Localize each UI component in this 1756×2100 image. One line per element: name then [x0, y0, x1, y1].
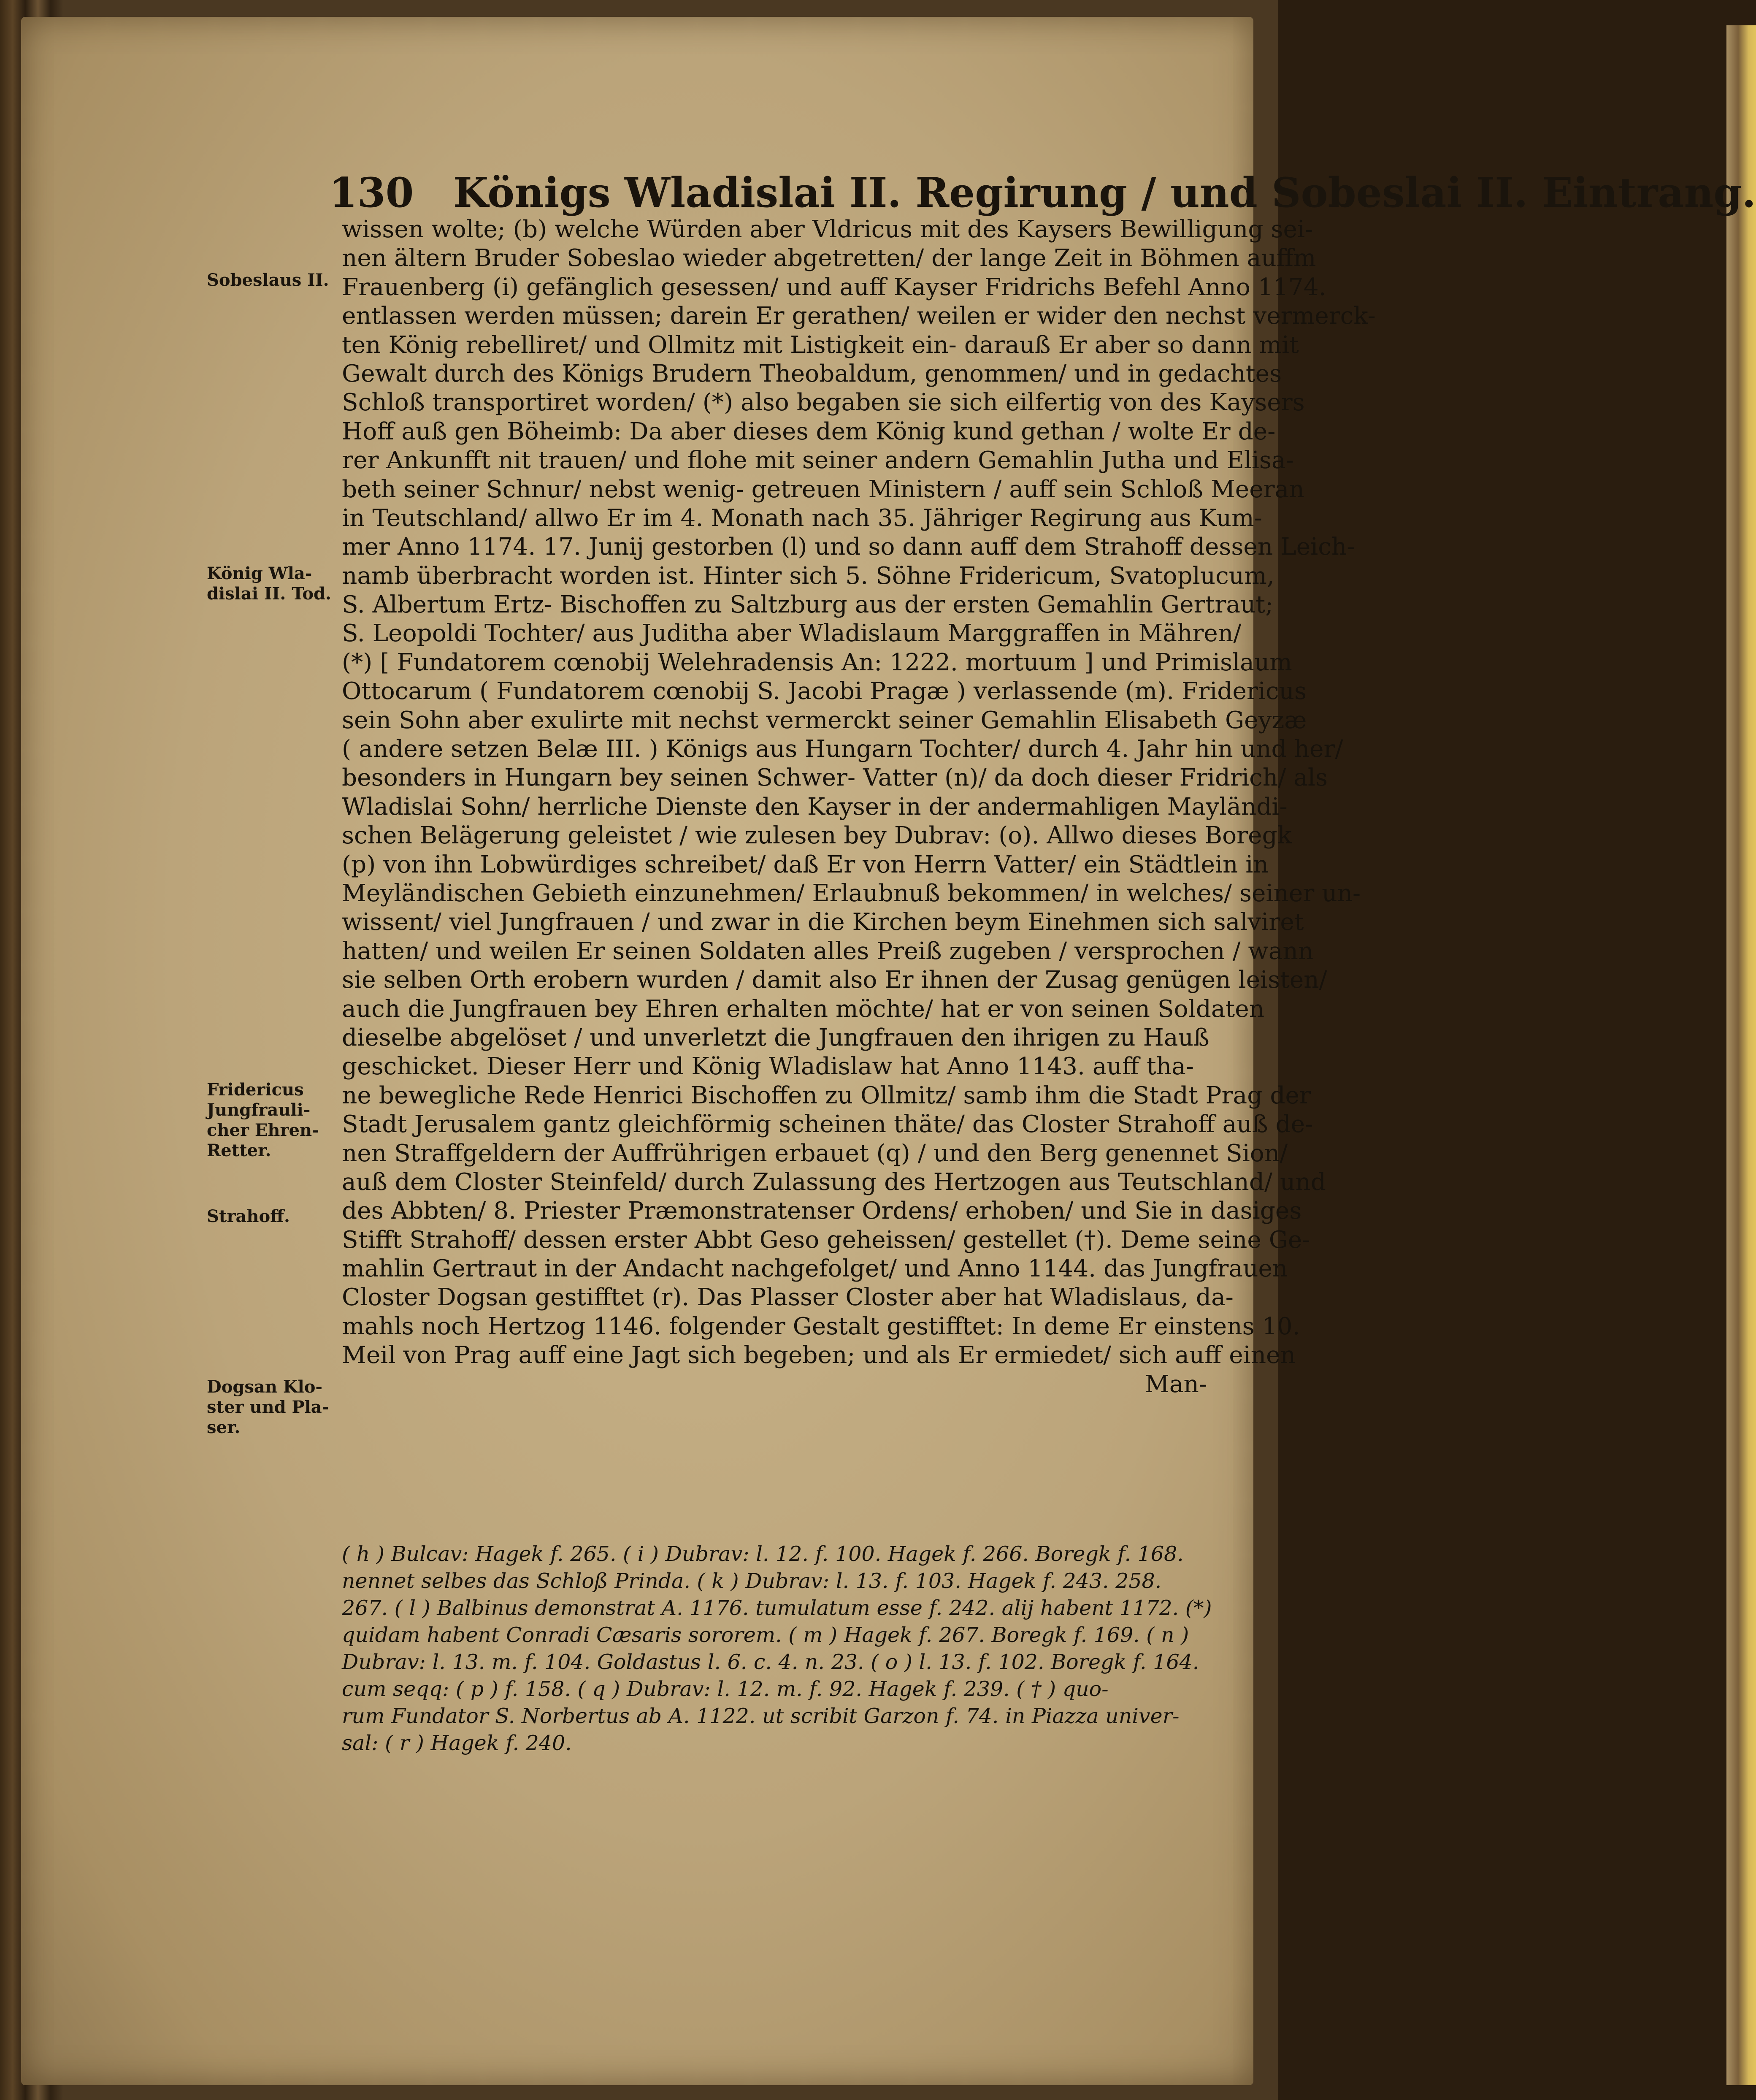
body-line: Gewalt durch des Königs Brudern Theobaldum, genommen/ und in gedachtes	[342, 360, 1282, 387]
body-line: wissen wolte; (b) welche Würden aber Vldricus mit des Kaysers Bewilligung sei-	[342, 216, 1313, 243]
body-line: dieselbe abgelöset / und unverletzt die Jungfrauen den ihrigen zu Hauß	[342, 1024, 1209, 1051]
body-line: sein Sohn aber exulirte mit nechst vermerckt seiner Gemahlin Elisabeth Geyzæ	[342, 706, 1307, 734]
footnote-line: Dubrav: l. 13. m. f. 104. Goldastus l. 6. c. 4. n. 23. ( o ) l. 13. f. 102. Boregk f. 164.	[342, 1650, 1199, 1674]
body-line: in Teutschland/ allwo Er im 4. Monath nach 35. Jähriger Regirung aus Kum-	[342, 504, 1262, 532]
margin-note-jungfrauli: Jungfrauli-	[207, 1100, 311, 1120]
footnote-line: sal: ( r ) Hagek f. 240.	[342, 1731, 572, 1755]
body-line: auch die Jungfrauen bey Ehren erhalten möchte/ hat er von seinen Soldaten	[342, 995, 1265, 1023]
body-line: Frauenberg (i) gefänglich gesessen/ und auff Kayser Fridrichs Befehl Anno 1174.	[342, 273, 1326, 301]
body-line: schen Belägerung geleistet / wie zulesen bey Dubrav: (o). Allwo dieses Boregk	[342, 822, 1292, 850]
body-line: (*) [ Fundatorem cœnobij Welehradensis An: 1222. mortuum ] und Primislaum	[342, 648, 1292, 676]
body-line: rer Ankunfft nit trauen/ und flohe mit seiner andern Gemahlin Jutha und Elisa-	[342, 447, 1294, 474]
catchword: Man-	[1145, 1370, 1207, 1398]
body-line: ten König rebelliret/ und Ollmitz mit Listigkeit ein- darauß Er aber so dann mit	[342, 331, 1299, 359]
body-line: mahlin Gertraut in der Andacht nachgefolget/ und Anno 1144. das Jungfrauen	[342, 1255, 1288, 1283]
margin-note-ster-und-pla: ster und Pla-	[207, 1397, 329, 1417]
body-line: S. Albertum Ertz- Bischoffen zu Saltzburg aus der ersten Gemahlin Gertraut;	[342, 591, 1274, 619]
book-edge	[1726, 25, 1756, 2085]
body-line: nen ältern Bruder Sobeslao wieder abgetretten/ der lange Zeit in Böhmen auffm	[342, 244, 1316, 272]
body-line: namb überbracht worden ist. Hinter sich 5. Söhne Fridericum, Svatoplucum,	[342, 562, 1274, 590]
body-line: Schloß transportiret worden/ (*) also begaben sie sich eilfertig von des Kaysers	[342, 389, 1305, 417]
body-line: Ottocarum ( Fundatorem cœnobij S. Jacobi Pragæ ) verlassende (m). Fridericus	[342, 677, 1307, 705]
body-line: auß dem Closter Steinfeld/ durch Zulassung des Hertzogen aus Teutschland/ und	[342, 1168, 1326, 1196]
footnote-line: ( h ) Bulcav: Hagek f. 265. ( i ) Dubrav: l. 12. f. 100. Hagek f. 266. Boregk f. 168.	[342, 1542, 1184, 1566]
margin-note-konig-wla: König Wla-	[207, 564, 312, 583]
margin-note-dislai-tod: dislai II. Tod.	[207, 584, 331, 604]
body-line: mahls noch Hertzog 1146. folgender Gestalt gestifftet: In deme Er einstens 10.	[342, 1312, 1300, 1340]
body-line: geschicket. Dieser Herr und König Wladislaw hat Anno 1143. auff tha-	[342, 1053, 1194, 1081]
footnote-line: 267. ( l ) Balbinus demonstrat A. 1176. tumulatum esse f. 242. alij habent 1172. (*)	[342, 1596, 1212, 1620]
footnote-line: nennet selbes das Schloß Prinda. ( k ) Dubrav: l. 13. f. 103. Hagek f. 243. 258.	[342, 1569, 1162, 1593]
body-line: (p) von ihn Lobwürdiges schreibet/ daß Er von Herrn Vatter/ ein Städtlein in	[342, 851, 1269, 878]
body-line: Wladislai Sohn/ herrliche Dienste den Kayser in der andermahligen Mayländi-	[342, 793, 1288, 821]
body-line: mer Anno 1174. 17. Junij gestorben (l) und so dann auff dem Strahoff dessen Leich-	[342, 533, 1355, 561]
body-line: hatten/ und weilen Er seinen Soldaten alles Preiß zugeben / versprochen / wann	[342, 937, 1314, 965]
running-title: Königs Wladislai II. Regirung / und Sobeslai II. Eintrang.	[453, 169, 1756, 217]
body-line: Stifft Strahoff/ dessen erster Abbt Geso geheissen/ gestellet (†). Deme seine Ge-	[342, 1226, 1310, 1254]
margin-note-ser: ser.	[207, 1417, 241, 1437]
body-line: besonders in Hungarn bey seinen Schwer- Vatter (n)/ da doch dieser Fridrich/ als	[342, 764, 1328, 792]
body-line: wissent/ viel Jungfrauen / und zwar in die Kirchen beym Einehmen sich salviret	[342, 908, 1304, 936]
body-text	[342, 215, 1376, 1399]
body-line: Hoff auß gen Böheimb: Da aber dieses dem König kund gethan / wolte Er de-	[342, 417, 1276, 445]
body-line: Closter Dogsan gestifftet (r). Das Plasser Closter aber hat Wladislaus, da-	[342, 1284, 1234, 1311]
footnote-line: rum Fundator S. Norbertus ab A. 1122. ut scribit Garzon f. 74. in Piazza univer-	[342, 1704, 1180, 1728]
margin-note-dogsan: Dogsan Klo-	[207, 1377, 323, 1397]
body-line: des Abbten/ 8. Priester Præmonstratenser Ordens/ erhoben/ und Sie in dasiges	[342, 1197, 1302, 1225]
body-line: S. Leopoldi Tochter/ aus Juditha aber Wladislaum Marggraffen in Mähren/	[342, 620, 1242, 648]
body-line: beth seiner Schnur/ nebst wenig- getreuen Ministern / auff sein Schloß Meeran	[342, 475, 1304, 503]
margin-note-sobeslaus: Sobeslaus II.	[207, 270, 329, 290]
footnotes	[342, 1541, 1212, 1757]
footnote-line: cum seqq: ( p ) f. 158. ( q ) Dubrav: l. 12. m. f. 92. Hagek f. 239. ( † ) quo-	[342, 1677, 1109, 1701]
margin-note-ehren: cher Ehren-	[207, 1120, 319, 1140]
body-line: ne bewegliche Rede Henrici Bischoffen zu Ollmitz/ samb ihm die Stadt Prag der	[342, 1081, 1311, 1109]
margin-note-retter: Retter.	[207, 1141, 271, 1160]
margin-note-strahoff: Strahoff.	[207, 1206, 290, 1226]
body-line: Meyländischen Gebieth einzunehmen/ Erlaubnuß bekommen/ in welches/ seiner un-	[342, 879, 1361, 907]
body-line: Stadt Jerusalem gantz gleichförmig scheinen thäte/ das Closter Strahoff auß de-	[342, 1111, 1313, 1138]
body-line: Meil von Prag auff eine Jagt sich begeben; und als Er ermiedet/ sich auff einen	[342, 1341, 1296, 1369]
margin-note-fridericus: Fridericus	[207, 1080, 304, 1100]
body-line: ( andere setzen Belæ III. ) Königs aus Hungarn Tochter/ durch 4. Jahr hin und her/	[342, 735, 1343, 763]
body-line: sie selben Orth erobern wurden / damit also Er ihnen der Zusag genügen leisten/	[342, 966, 1327, 994]
page-number: 130	[329, 169, 414, 217]
body-line: entlassen werden müssen; darein Er gerathen/ weilen er wider den nechst vermerck-	[342, 302, 1376, 330]
footnote-line: quidam habent Conradi Cæsaris sororem. ( m ) Hagek f. 267. Boregk f. 169. ( n )	[342, 1623, 1189, 1647]
body-line: nen Straffgeldern der Auffrührigen erbauet (q) / und den Berg genennet Sion/	[342, 1139, 1288, 1167]
